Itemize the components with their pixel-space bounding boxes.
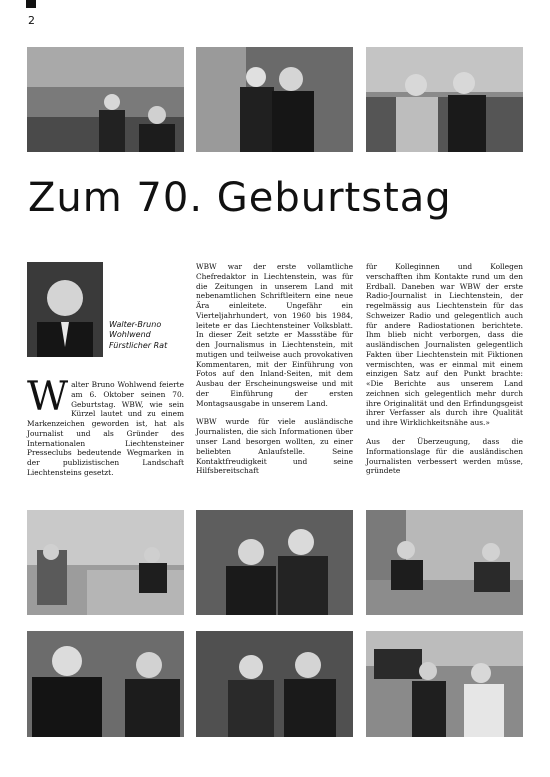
article-column-2 (196, 262, 353, 485)
portrait-caption (109, 320, 167, 351)
photo-bottom-1 (27, 631, 184, 737)
drop-cap: W (27, 374, 69, 420)
article-column-1 (27, 374, 184, 478)
caption-line-1: Walter-Bruno (109, 320, 162, 329)
photo-middle-2 (196, 510, 353, 615)
photo-top-2 (196, 47, 353, 152)
photo-bottom-2 (196, 631, 353, 737)
article-col2-paragraph-1: WBW war der erste vollamtliche Chefredaktor in Liechtenstein, was für die Zeitungen in unserem Land mit nebenamtlichen Schriftleitern eine neue Ära einleitete. Ungefähr ein Vierteljahrhundert, von 1960 bis 1984, leitete er das Liechtensteiner Volksblatt. In dieser Zeit setzte er Massstäbe für den Journalismus in Liechtenstein, mit mutigen und teilweise auch provokativen Kommentaren, mit der Einführung von Fotos auf den Inland-Seiten, mit dem Ausbau der Erscheinungsweise und mit der Einführung der ersten Montagsausgabe in unserem Land. (196, 262, 353, 408)
article-col3-paragraph-1: für Kolleginnen und Kollegen verschafften ihm Kontakte rund um den Erdball. Daneben war WBW der erste Radio-Journalist in Liechtenstein, der regelmässig aus Liechtenstein für das Schweizer Radio und gelegentlich auch für andere Radiostationen berichtete. Ihm blieb nicht verborgen, dass die ausländischen Journalisten gelegentlich Fakten über Liechtenstein mit Fiktionen vermischten, was er einmal mit einem einzigen Satz auf den Punkt brachte: «Die Berichte aus unserem Land zeichnen sich gelegentlich mehr durch ihre Originalität und den Erfindungsgeist ihrer Verfasser als durch ihre Qualität und ihre Wirklichkeitsnähe aus.» (366, 262, 523, 428)
photo-top-3 (366, 47, 523, 152)
article-col2-paragraph-2: WBW wurde für viele ausländische Journalisten, die sich Informationen über unser Land besorgen wollten, zu einer beliebten Anlaufstelle. Seine Kontaktfreudigkeit und seine Hilfsbereitschaft (196, 417, 353, 476)
caption-line-2: Wohlwend (109, 330, 151, 340)
photo-bottom-3 (366, 631, 523, 737)
corner-mark (26, 0, 36, 8)
photo-middle-1 (27, 510, 184, 615)
caption-line-3: Fürstlicher Rat (109, 340, 168, 350)
article-column-3 (366, 262, 523, 485)
photo-top-1 (27, 47, 184, 152)
page-number: 2 (28, 14, 35, 27)
photo-middle-3 (366, 510, 523, 615)
headline: Zum 70. Geburtstag (28, 175, 452, 221)
portrait-photo (27, 262, 103, 357)
article-col1-text: alter Bruno Wohlwend feierte am 6. Oktober seinen 70. Geburtstag. WBW, wie sein Kürzel lautet und zu einem Markenzeichen geworden ist, hat als Journalist und als Gründer des Internationalen Liechtensteiner Presseclubs bedeutende Wegmarken in der publizistischen Landschaft Liechtensteins gesetzt. (27, 380, 184, 477)
article-col3-paragraph-2: Aus der Überzeugung, dass die Informationslage für die ausländischen Journalisten verbessert werden müsse, gründete (366, 437, 523, 476)
